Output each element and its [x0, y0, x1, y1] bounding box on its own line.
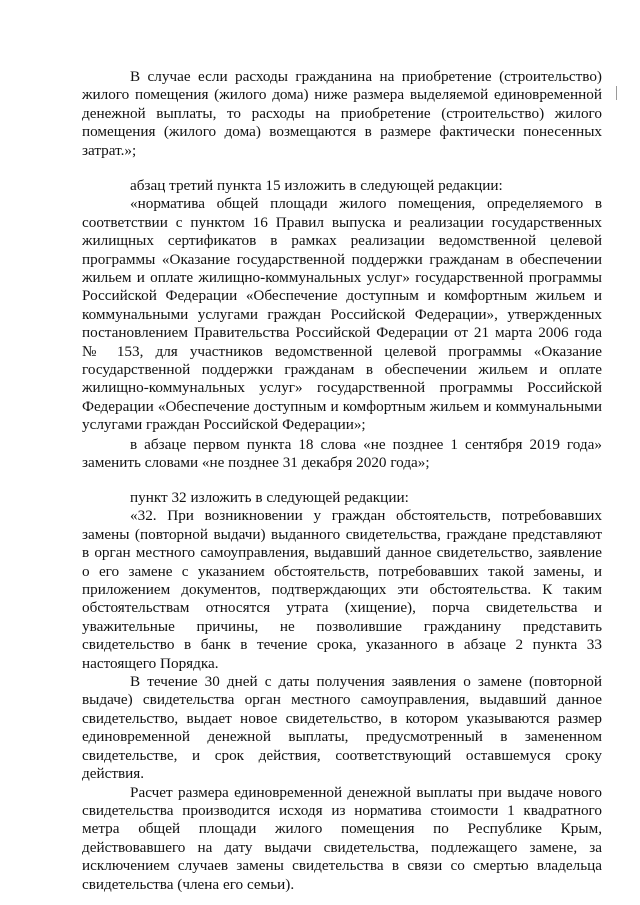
paragraph-clause-15-intro: абзац третий пункта 15 изложить в следующей редакции: — [130, 177, 503, 194]
paragraph-expense-reimbursement: В случае если расходы гражданина на приобретение (строительство) жилого помещения (жилого дома) ниже размера выделяемой единовременной денежной выплаты, то расходы на приобретение (строительство) жилого помещения (жилого дома) возмещаются в размере фактически понесенных затрат.»; — [82, 68, 602, 159]
section-clause-15 — [82, 177, 602, 435]
paragraph-clause-15-text: «норматива общей площади жилого помещения, определяемого в соответствии с пунктом 16 Правил выпуска и реализации государственных жилищных сертификатов в рамках реализации ведомственной целевой программы «Оказание государственной поддержки гражданам в обеспечении жильем и оплате жилищно-коммунальных услуг» государственной программы Российской Федерации «Обеспечение доступным и комфортным жильем и коммунальными услугами граждан Российской Федерации», утвержденных постановлением Правительства Российской Федерации от 21 марта 2006 года № 153, для участников ведомственной целевой программы «Оказание государственной поддержки гражданам в обеспечении жильем и оплате жилищно-коммунальных услуг» государственной программы Российской Федерации «Обеспечение доступным и комфортным жильем и коммунальными услугами граждан Российской Федерации»; — [82, 195, 602, 434]
paragraph-clause-32-text: «32. При возникновении у граждан обстоятельств, потребовавших замены (повторной выдачи) выданного свидетельства, граждане представляют в орган местного самоуправления, выдавший данное свидетельство, заявление о его замене с указанием обстоятельств, потребовавших такой замены, и приложением документов, подтверждающих эти обстоятельства. К таким обстоятельствам относятся утрата (хищение), порча свидетельства и уважительные причины, не позволившие гражданину представить свидетельство в банк в течение срока, указанного в абзаце 2 пункта 33 настоящего Порядка. — [82, 507, 602, 672]
paragraph-clause-32-intro: пункт 32 изложить в следующей редакции: — [130, 489, 409, 506]
section-clause-18 — [82, 436, 602, 473]
margin-mark — [616, 86, 617, 100]
section-expense-reimbursement — [82, 68, 602, 160]
section-clause-32 — [82, 489, 602, 894]
paragraph-replacement-term: В течение 30 дней с даты получения заявления о замене (повторной выдаче) свидетельства орган местного самоуправления, выдавший данное свидетельство, выдает новое свидетельство, в котором указываются размер единовременной денежной выплаты, предусмотренный в замененном свидетельстве, и срок действия, соответствующий оставшемуся сроку действия. — [82, 673, 602, 783]
paragraph-clause-18: в абзаце первом пункта 18 слова «не позднее 1 сентября 2019 года» заменить словами «не позднее 31 декабря 2020 года»; — [82, 436, 602, 472]
paragraph-payment-calculation: Расчет размера единовременной денежной выплаты при выдаче нового свидетельства производится исходя из норматива стоимости 1 квадратного метра общей площади жилого помещения по Республике Крым, действовавшего на дату выдачи свидетельства, подлежащего замене, за исключением случаев замены свидетельства в связи со смертью владельца свидетельства (члена его семьи). — [82, 783, 602, 893]
